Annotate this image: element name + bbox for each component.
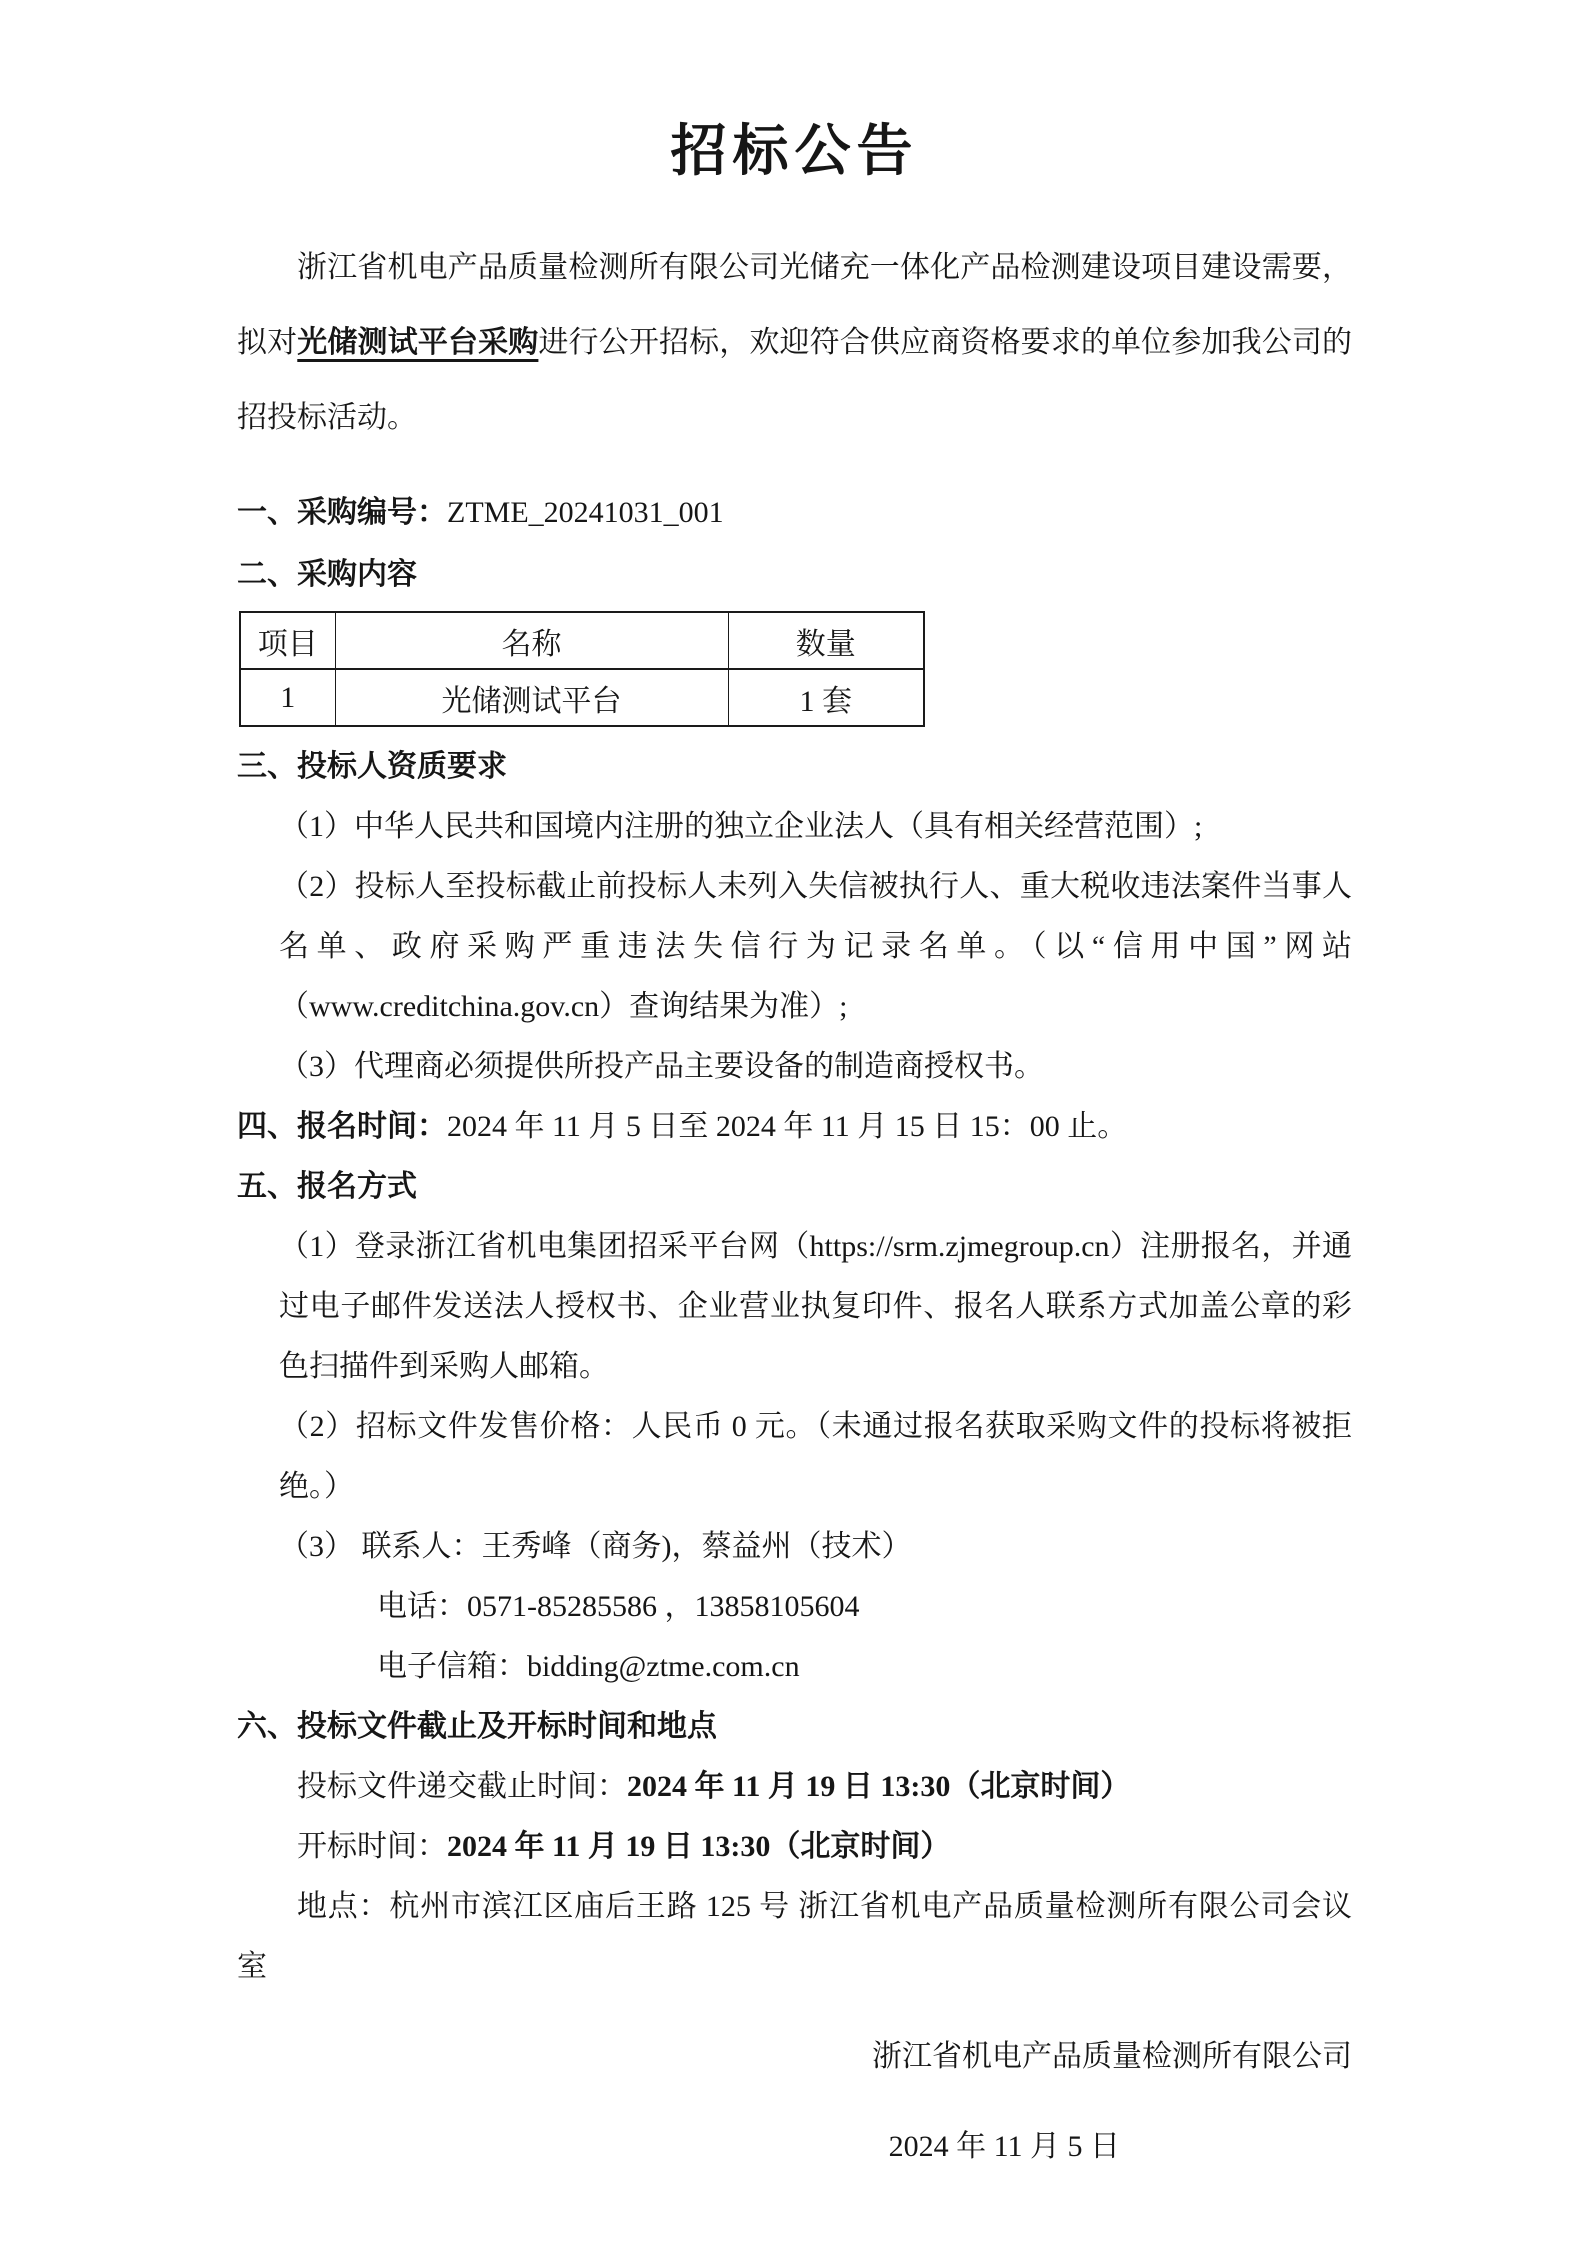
section-3-heading: 三、投标人资质要求 — [237, 750, 507, 783]
qualification-item-2: （2）投标人至投标截止前投标人未列入失信被执行人、重大税收违法案件当事人名单、政府采购严重违法失信行为记录名单。（以“信用中国”网站（www.creditchina.gov.cn）查询结果为准）; — [279, 870, 1352, 1023]
table-cell-quantity: 1 套 — [728, 669, 924, 726]
table-row — [240, 669, 924, 726]
qualification-item-1: （1）中华人民共和国境内注册的独立企业法人（具有相关经营范围）; — [279, 810, 1203, 843]
contact-email: 电子信箱：bidding@ztme.com.cn — [377, 1650, 800, 1683]
submission-deadline-label: 投标文件递交截止时间： — [297, 1770, 627, 1803]
intro-text-post: 进行公开招标，欢迎符合供应商资格要求的单位参加我公司的招投标活动。 — [237, 326, 1353, 434]
bid-opening-label: 开标时间： — [297, 1830, 447, 1863]
section-1-heading — [237, 483, 1352, 543]
footer-company-name: 浙江省机电产品质量检测所有限公司 — [872, 2040, 1352, 2073]
registration-method-item-2: （2）招标文件发售价格：人民币 0 元。（未通过报名获取采购文件的投标将被拒绝。） — [279, 1410, 1352, 1503]
qualification-item-3: （3）代理商必须提供所投产品主要设备的制造商授权书。 — [279, 1050, 1044, 1083]
section-1-label: 一、采购编号： — [237, 496, 447, 529]
footer-date: 2024 年 11 月 5 日 — [888, 2130, 1120, 2163]
contact-phone: 电话：0571-85285586 ，13858105604 — [377, 1590, 860, 1623]
bid-opening-value: 2024 年 11 月 19 日 13:30（北京时间） — [447, 1830, 951, 1863]
registration-period: 2024 年 11 月 5 日至 2024 年 11 月 15 日 15：00 止。 — [447, 1110, 1128, 1143]
bid-opening-location: 地点：杭州市滨江区庙后王路 125 号 浙江省机电产品质量检测所有限公司会议室 — [237, 1890, 1352, 1983]
procurement-number: ZTME_20241031_001 — [447, 496, 724, 529]
section-2-heading: 二、采购内容 — [237, 558, 417, 591]
intro-highlight-procurement-name: 光储测试平台采购 — [297, 326, 539, 359]
table-cell-item-no: 1 — [240, 669, 335, 726]
page-title: 招标公告 — [670, 121, 919, 183]
table-header-quantity: 数量 — [728, 612, 924, 669]
procurement-content-table — [239, 611, 925, 727]
section-4-heading — [237, 1097, 1352, 1157]
table-header-item: 项目 — [240, 612, 335, 669]
section-6-heading: 六、投标文件截止及开标时间和地点 — [237, 1710, 717, 1743]
section-4-label: 四、报名时间： — [237, 1110, 447, 1143]
submission-deadline-value: 2024 年 11 月 19 日 13:30（北京时间） — [627, 1770, 1131, 1803]
table-header-name: 名称 — [335, 612, 728, 669]
intro-paragraph — [237, 230, 1352, 455]
table-cell-name: 光储测试平台 — [335, 669, 728, 726]
section-5-heading: 五、报名方式 — [237, 1170, 417, 1203]
table-header-row — [240, 612, 924, 669]
intro-text-pre: 浙江省机电产品质量检测所有限公司光储充一体化产品检测建设项目建设需要，拟对 — [237, 251, 1352, 359]
registration-method-item-3-contacts: （3） 联系人：王秀峰（商务)，蔡益州（技术） — [279, 1530, 912, 1563]
submission-deadline-line — [237, 1757, 1352, 1817]
bid-opening-time-line — [237, 1817, 1352, 1877]
registration-method-item-1: （1）登录浙江省机电集团招采平台网（https://srm.zjmegroup.cn）注册报名，并通过电子邮件发送法人授权书、企业营业执复印件、报名人联系方式加盖公章的彩色扫描件到采购人邮箱。 — [279, 1230, 1352, 1383]
